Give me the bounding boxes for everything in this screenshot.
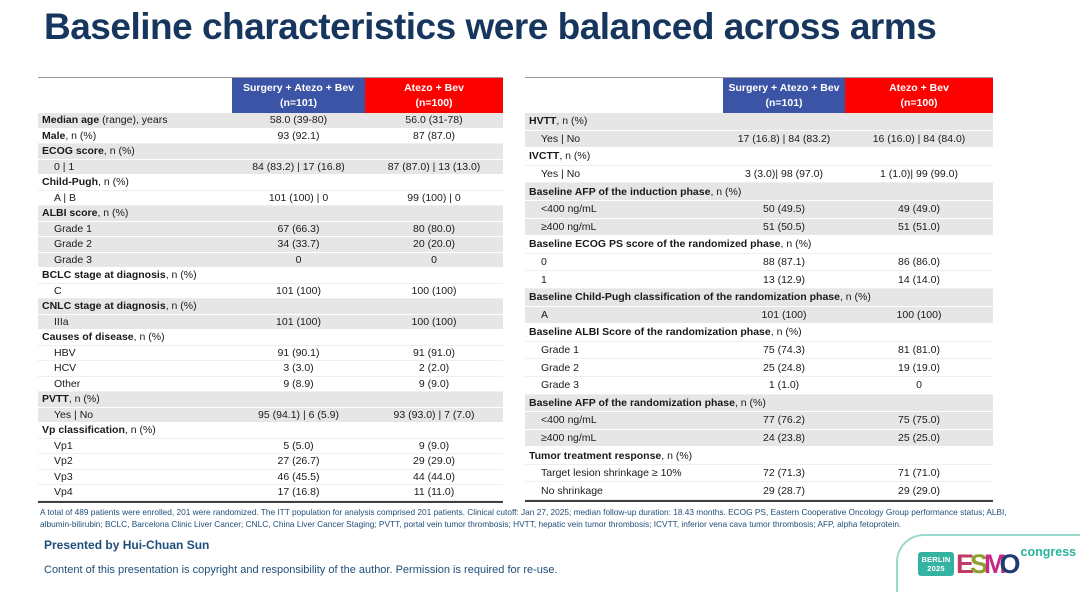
baseline-characteristics-table-right	[525, 77, 993, 502]
row-label: A | B	[54, 191, 76, 204]
row-label: HVTT, n (%)	[529, 115, 588, 128]
value-arm1: 17 (16.8)	[277, 486, 320, 499]
row-label: Grade 1	[541, 344, 579, 357]
value-arm2: 100 (100)	[896, 308, 942, 321]
header-label-cell	[525, 78, 723, 113]
row-label: ALBI score, n (%)	[42, 207, 129, 220]
table-row	[38, 377, 503, 393]
value-arm2: 87 (87.0)	[412, 129, 456, 142]
table-row	[38, 175, 503, 191]
header-arm1	[232, 78, 365, 113]
row-label: Vp1	[54, 439, 73, 452]
row-label: ≥400 ng/mL	[541, 431, 597, 444]
table-header	[525, 78, 993, 113]
row-label: BCLC stage at diagnosis, n (%)	[42, 269, 197, 282]
value-arm1: 9 (8.9)	[283, 377, 314, 390]
value-arm1: 101 (100)	[276, 284, 321, 297]
table-row	[38, 470, 503, 486]
value-arm1: 101 (100) | 0	[268, 191, 329, 204]
arm2-n: (n=100)	[900, 96, 938, 109]
row-label: Baseline Child-Pugh classification of the randomization phase, n (%)	[529, 291, 871, 304]
esmo-letter-o: O	[999, 548, 1018, 579]
table-row	[38, 237, 503, 253]
table-row	[525, 342, 993, 360]
baseline-characteristics-table-left	[38, 77, 503, 503]
header-arm2	[365, 78, 503, 113]
esmo-letter-e: E	[956, 548, 972, 579]
row-label: Grade 1	[54, 222, 92, 235]
value-arm1: 17 (16.8) | 84 (83.2)	[737, 132, 831, 145]
value-arm2: 80 (80.0)	[412, 222, 456, 235]
value-arm1: 5 (5.0)	[283, 439, 314, 452]
value-arm2: 87 (87.0) | 13 (13.0)	[387, 160, 481, 173]
value-arm2: 25 (25.0)	[897, 431, 941, 444]
arm2-name: Atezo + Bev	[889, 82, 949, 95]
table-row	[525, 219, 993, 237]
table-row	[525, 166, 993, 184]
table-row	[525, 412, 993, 430]
table-row	[38, 423, 503, 439]
value-arm1: 93 (92.1)	[277, 129, 320, 142]
row-label: Baseline ALBI Score of the randomization phase, n (%)	[529, 326, 802, 339]
row-label: 0	[541, 256, 547, 269]
row-label: 1	[541, 273, 547, 286]
row-label: CNLC stage at diagnosis, n (%)	[42, 300, 197, 313]
value-arm2: 56.0 (31-78)	[405, 114, 463, 127]
row-label: Vp4	[54, 486, 73, 499]
row-label: Vp2	[54, 455, 73, 468]
table-row	[38, 113, 503, 129]
row-label: Causes of disease, n (%)	[42, 331, 165, 344]
row-label: ECOG score, n (%)	[42, 145, 135, 158]
arm1-n: (n=101)	[279, 96, 318, 109]
value-arm2: 51 (51.0)	[897, 220, 941, 233]
table-row	[38, 454, 503, 470]
table-row	[525, 289, 993, 307]
value-arm2: 93 (93.0) | 7 (7.0)	[393, 408, 475, 421]
congress-label: congress	[1020, 545, 1077, 559]
row-label: 0 | 1	[54, 160, 75, 173]
row-label: Yes | No	[541, 168, 581, 181]
value-arm1: 3 (3.0)	[283, 362, 314, 375]
value-arm1: 50 (49.5)	[762, 203, 806, 216]
value-arm1: 84 (83.2) | 17 (16.8)	[252, 160, 345, 173]
table-row	[525, 447, 993, 465]
badge-city: BERLIN	[921, 555, 951, 564]
value-arm2: 9 (9.0)	[418, 377, 450, 390]
table-row	[38, 361, 503, 377]
header-arm1	[723, 78, 845, 113]
table-row	[38, 206, 503, 222]
table-row	[38, 408, 503, 424]
row-label: <400 ng/mL	[541, 414, 597, 427]
table-row	[38, 129, 503, 145]
table-row	[525, 430, 993, 448]
value-arm1: 24 (23.8)	[762, 431, 806, 444]
table-row	[525, 113, 993, 131]
value-arm2: 29 (29.0)	[897, 484, 941, 497]
esmo-letter-s: S	[970, 548, 986, 579]
table-row	[525, 324, 993, 342]
row-label: Grade 2	[54, 238, 92, 251]
value-arm1: 27 (26.7)	[277, 455, 320, 468]
row-label: Grade 3	[541, 379, 579, 392]
value-arm2: 100 (100)	[411, 315, 457, 328]
value-arm1: 75 (74.3)	[762, 344, 806, 357]
value-arm2: 19 (19.0)	[897, 361, 941, 374]
row-label: A	[541, 308, 549, 321]
row-label: Male, n (%)	[42, 129, 97, 142]
page-title: Baseline characteristics were balanced across arms	[44, 6, 937, 47]
row-label: Grade 3	[54, 253, 92, 266]
row-label: Tumor treatment response, n (%)	[529, 449, 693, 462]
row-label: Median age (range), years	[42, 114, 168, 127]
value-arm1: 88 (87.1)	[762, 256, 806, 269]
value-arm1: 29 (28.7)	[762, 484, 806, 497]
row-label: Target lesion shrinkage ≥ 10%	[541, 467, 682, 480]
table-row	[525, 465, 993, 483]
value-arm1: 3 (3.0)| 98 (97.0)	[744, 168, 824, 181]
row-label: HBV	[54, 346, 76, 359]
value-arm1: 51 (50.5)	[762, 220, 806, 233]
row-label: Baseline ECOG PS score of the randomized phase, n (%)	[529, 238, 812, 251]
presented-by: Presented by Hui-Chuan Sun	[44, 538, 210, 552]
value-arm2: 9 (9.0)	[418, 439, 450, 452]
table-row	[38, 346, 503, 362]
row-label: IIIa	[54, 315, 69, 328]
value-arm2: 0	[431, 253, 437, 266]
header-label-cell	[38, 78, 232, 113]
row-label: Child-Pugh, n (%)	[42, 176, 129, 189]
value-arm1: 0	[295, 253, 302, 266]
table-row	[38, 253, 503, 269]
badge-year: 2025	[927, 564, 945, 573]
footnote-line-2: albumin-bilirubin; BCLC, Barcelona Clinic Liver Cancer; CNLC, China Liver Cancer Staging; PVTT, portal vein tumor thrombosis; HVTT, hepatic vein tumor thrombosis; ICVTT, inferior vena cava tumor thrombosis; AFP, alpha fetoprotein.	[40, 519, 902, 530]
table-body	[38, 113, 503, 501]
row-label: Yes | No	[541, 132, 581, 145]
table-row	[525, 377, 993, 395]
row-label: Grade 2	[541, 361, 579, 374]
value-arm2: 44 (44.0)	[412, 470, 456, 483]
table-row	[525, 201, 993, 219]
row-label: PVTT, n (%)	[42, 393, 100, 406]
row-label: Other	[54, 377, 81, 390]
table-row	[525, 359, 993, 377]
value-arm1: 91 (90.1)	[277, 346, 320, 359]
copyright-notice: Content of this presentation is copyright and responsibility of the author. Permission is required for re-use.	[44, 564, 558, 576]
row-label: Baseline AFP of the induction phase, n (%)	[529, 185, 742, 198]
value-arm1: 77 (76.2)	[762, 414, 806, 427]
row-label: Vp classification, n (%)	[42, 424, 156, 437]
table-row	[38, 222, 503, 238]
arm2-name: Atezo + Bev	[404, 82, 464, 95]
value-arm2: 1 (1.0)| 99 (99.0)	[879, 168, 959, 181]
esmo-letter-m: M	[984, 548, 1004, 579]
value-arm1: 1 (1.0)	[768, 379, 800, 392]
arm1-name: Surgery + Atezo + Bev	[242, 82, 355, 95]
table-row	[38, 160, 503, 176]
arm1-n: (n=101)	[765, 96, 803, 109]
arm2-n: (n=100)	[415, 96, 453, 109]
row-label: No shrinkage	[541, 484, 603, 497]
value-arm1: 101 (100)	[761, 308, 807, 321]
row-label: HCV	[54, 362, 77, 375]
table-row	[38, 330, 503, 346]
value-arm2: 29 (29.0)	[412, 455, 456, 468]
berlin-2025-badge	[918, 552, 954, 576]
row-label: ≥400 ng/mL	[541, 220, 597, 233]
value-arm2: 49 (49.0)	[897, 203, 941, 216]
table-row	[525, 254, 993, 272]
table-row	[38, 392, 503, 408]
value-arm2: 20 (20.0)	[412, 238, 456, 251]
value-arm2: 14 (14.0)	[897, 273, 941, 286]
table-header	[38, 78, 503, 113]
value-arm2: 99 (100) | 0	[407, 191, 461, 204]
table-row	[38, 191, 503, 207]
row-label: Vp3	[54, 470, 73, 483]
value-arm2: 71 (71.0)	[897, 467, 941, 480]
footnote	[40, 506, 1050, 530]
table-row	[525, 148, 993, 166]
value-arm2: 75 (75.0)	[897, 414, 941, 427]
value-arm2: 16 (16.0) | 84 (84.0)	[872, 132, 966, 145]
table-row	[38, 268, 503, 284]
table-row	[525, 183, 993, 201]
row-label: IVCTT, n (%)	[529, 150, 591, 163]
value-arm1: 34 (33.7)	[277, 238, 320, 251]
row-label: Yes | No	[54, 408, 94, 421]
value-arm1: 46 (45.5)	[277, 470, 320, 483]
value-arm1: 67 (66.3)	[277, 222, 320, 235]
value-arm1: 101 (100)	[276, 315, 321, 328]
value-arm2: 86 (86.0)	[897, 256, 941, 269]
header-arm2	[845, 78, 993, 113]
arm1-name: Surgery + Atezo + Bev	[728, 82, 840, 95]
value-arm2: 81 (81.0)	[897, 344, 941, 357]
footnote-line-1: A total of 489 patients were enrolled, 201 were randomized. The ITT population for analysis comprised 201 patients. Clinical cutoff: Jan 27, 2025; median follow-up duration: 18.43 months. ECOG PS, Eastern Cooperative Oncology Group performance status; ALBI,	[40, 507, 1007, 517]
table-row	[525, 307, 993, 325]
table-row	[525, 482, 993, 500]
value-arm2: 100 (100)	[411, 284, 457, 297]
table-row	[38, 144, 503, 160]
value-arm1: 13 (12.9)	[762, 273, 806, 286]
row-label: Baseline AFP of the randomization phase, n (%)	[529, 396, 766, 409]
table-row	[525, 131, 993, 149]
value-arm1: 25 (24.8)	[762, 361, 806, 374]
esmo-wordmark	[956, 548, 1018, 579]
table-row	[38, 299, 503, 315]
table-row	[38, 284, 503, 300]
value-arm2: 2 (2.0)	[418, 362, 450, 375]
table-body	[525, 113, 993, 500]
table-row	[38, 315, 503, 331]
value-arm1: 72 (71.3)	[762, 467, 806, 480]
value-arm1: 95 (94.1) | 6 (5.9)	[258, 408, 339, 421]
row-label: C	[54, 284, 62, 297]
table-row	[38, 485, 503, 501]
esmo-congress-logo	[896, 534, 1080, 592]
value-arm2: 0	[916, 379, 922, 392]
value-arm2: 91 (91.0)	[412, 346, 456, 359]
value-arm2: 11 (11.0)	[413, 486, 455, 499]
table-row	[38, 439, 503, 455]
table-row	[525, 236, 993, 254]
value-arm1: 58.0 (39-80)	[269, 114, 328, 127]
table-row	[525, 271, 993, 289]
table-row	[525, 395, 993, 413]
row-label: <400 ng/mL	[541, 203, 597, 216]
